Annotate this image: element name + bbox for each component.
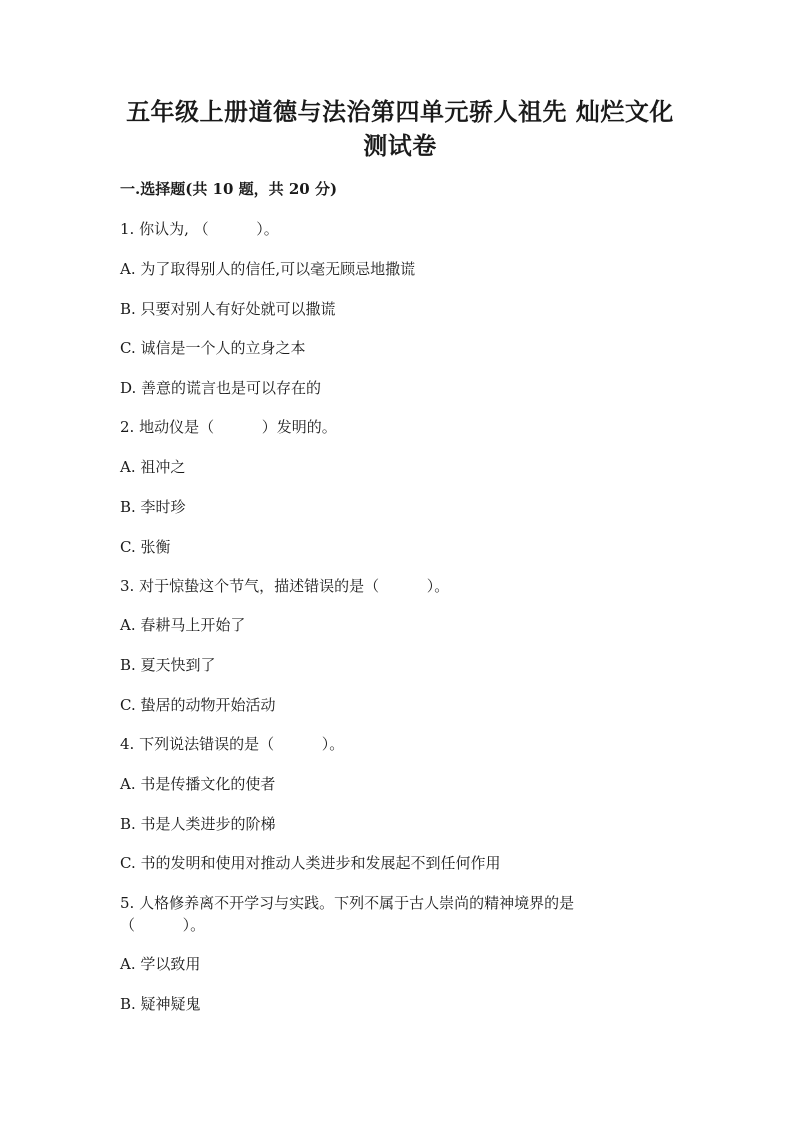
- question-1-stem: 1. 你认为, （ ）。: [120, 220, 279, 238]
- question-2-option-c: C. 张衡: [120, 538, 171, 556]
- question-1-option-c: C. 诚信是一个人的立身之本: [120, 339, 306, 357]
- question-3-option-c: C. 蛰居的动物开始活动: [120, 696, 276, 714]
- question-4-option-a: A. 书是传播文化的使者: [120, 775, 276, 793]
- question-5-stem: 5. 人格修养离不开学习与实践。下列不属于古人崇尚的精神境界的是: [120, 894, 575, 912]
- question-2-option-a: A. 祖冲之: [120, 458, 186, 476]
- question-4-option-b: B. 书是人类进步的阶梯: [120, 815, 276, 833]
- question-5-option-b: B. 疑神疑鬼: [120, 995, 201, 1013]
- question-4-stem: 4. 下列说法错误的是（ ）。: [120, 735, 345, 753]
- question-2-stem: 2. 地动仪是（ ）发明的。: [120, 418, 337, 436]
- question-5-option-a: A. 学以致用: [120, 955, 201, 973]
- question-1-option-d: D. 善意的谎言也是可以存在的: [120, 379, 322, 397]
- question-1-option-a: A. 为了取得别人的信任,可以毫无顾忌地撒谎: [120, 260, 416, 278]
- question-5-stem-continued: （ ）。: [120, 916, 206, 934]
- page-title-line-2: 测试卷: [363, 131, 437, 160]
- question-3-stem: 3. 对于惊蛰这个节气，描述错误的是（ ）。: [120, 577, 450, 595]
- question-2-option-b: B. 李时珍: [120, 498, 186, 516]
- page-title-line-1: 五年级上册道德与法治第四单元骄人祖先 灿烂文化: [126, 97, 674, 126]
- question-4-option-c: C. 书的发明和使用对推动人类进步和发展起不到任何作用: [120, 854, 501, 872]
- question-3-option-a: A. 春耕马上开始了: [120, 616, 246, 634]
- question-1-option-b: B. 只要对别人有好处就可以撒谎: [120, 300, 336, 318]
- section-heading: 一.选择题(共 10 题，共 20 分): [120, 180, 338, 198]
- question-3-option-b: B. 夏天快到了: [120, 656, 216, 674]
